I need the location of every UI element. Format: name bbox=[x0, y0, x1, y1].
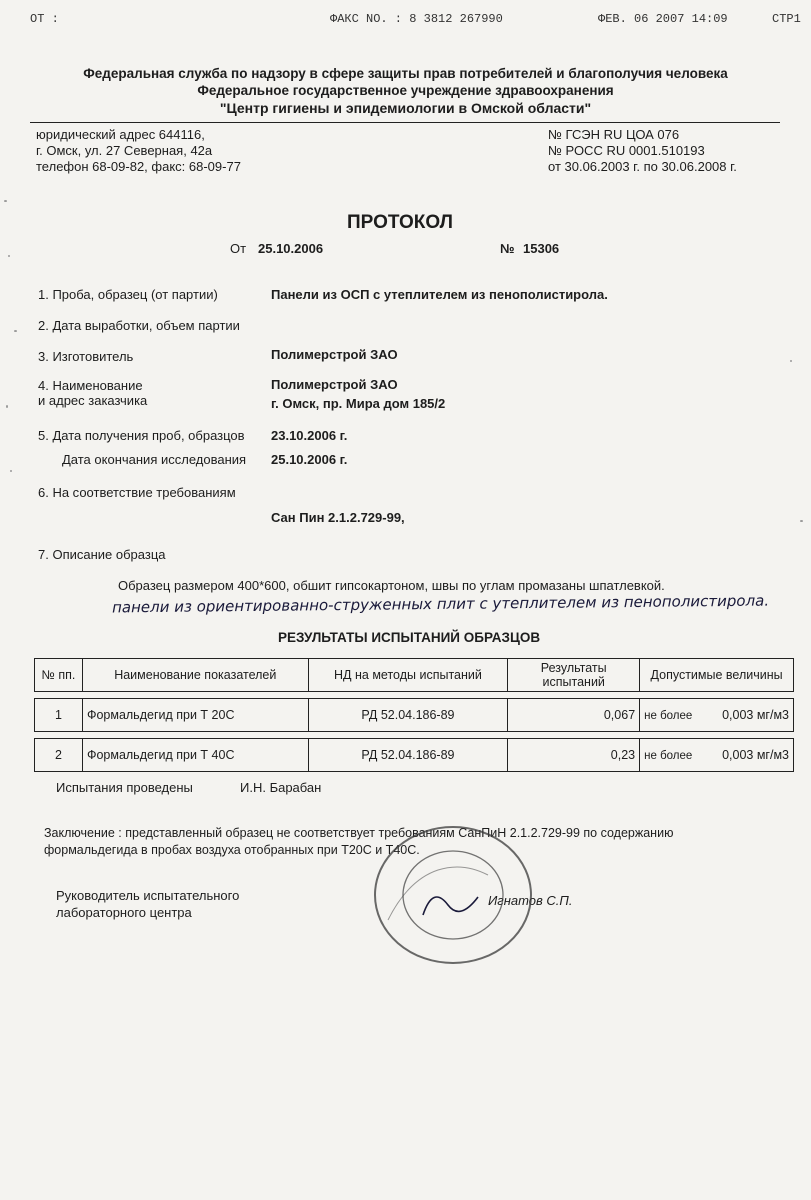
row-limit bbox=[640, 699, 794, 732]
protocol-date-label: От bbox=[230, 241, 247, 256]
header-method: НД на методы испытаний bbox=[308, 659, 508, 692]
fax-from: ОТ : bbox=[30, 12, 59, 26]
field-4-value-1: Полимерстрой ЗАО bbox=[271, 377, 398, 392]
table-header-row bbox=[35, 659, 794, 692]
row-number: 2 bbox=[35, 739, 83, 772]
field-5-label: 5. Дата получения проб, образцов bbox=[38, 428, 245, 443]
field-7-label: 7. Описание образца bbox=[38, 547, 166, 562]
signatory-name: Игнатов С.П. bbox=[488, 893, 573, 908]
field-1-label: 1. Проба, образец (от партии) bbox=[38, 287, 218, 302]
field-6-label: 6. На соответствие требованиям bbox=[38, 485, 236, 500]
results-table bbox=[34, 658, 794, 772]
row-method: РД 52.04.186-89 bbox=[308, 699, 508, 732]
field-4-label-2: и адрес заказчика bbox=[38, 393, 148, 408]
header-divider bbox=[30, 122, 780, 123]
row-result: 0,23 bbox=[508, 739, 640, 772]
fax-number: ФАКС NO. : 8 3812 267990 bbox=[330, 12, 503, 26]
address-line-1: юридический адрес 644116, bbox=[36, 127, 205, 142]
header-limit: Допустимые величины bbox=[640, 659, 794, 692]
field-1-value: Панели из ОСП с утеплителем из пенополистирола. bbox=[271, 287, 608, 302]
header-line-3: "Центр гигиены и эпидемиологии в Омской области" bbox=[219, 100, 592, 116]
limit-value: 0,003 мг/м3 bbox=[722, 748, 789, 762]
row-method: РД 52.04.186-89 bbox=[308, 739, 508, 772]
field-4-label-1: 4. Наименование bbox=[38, 378, 143, 393]
field-3-label: 3. Изготовитель bbox=[38, 349, 134, 364]
field-7-value: Образец размером 400*600, обшит гипсокартоном, швы по углам промазаны шпатлевкой. bbox=[118, 578, 665, 593]
signatory-role-2: лабораторного центра bbox=[56, 905, 192, 920]
row-indicator: Формальдегид при Т 20С bbox=[82, 699, 308, 732]
field-6-value: Сан Пин 2.1.2.729-99, bbox=[271, 510, 405, 525]
header-line-1: Федеральная служба по надзору в сфере защиты прав потребителей и благополучия человека bbox=[83, 66, 728, 81]
table-row bbox=[35, 739, 794, 772]
fax-page: СТР1 bbox=[772, 12, 801, 26]
address-line-3: телефон 68-09-82, факс: 68-09-77 bbox=[36, 159, 241, 174]
protocol-number: 15306 bbox=[523, 241, 560, 256]
limit-prefix: не более bbox=[644, 750, 693, 762]
protocol-title: ПРОТОКОЛ bbox=[347, 212, 454, 233]
limit-value: 0,003 мг/м3 bbox=[722, 708, 789, 722]
tests-by-name: И.Н. Барабан bbox=[240, 780, 322, 795]
row-limit bbox=[640, 739, 794, 772]
handwritten-note: панели из ориентированно-струженных плит с утеплителем из пенополистирола. bbox=[111, 591, 770, 617]
signatory-role-1: Руководитель испытательного bbox=[56, 888, 240, 903]
fax-datetime: ФЕВ. 06 2007 14:09 bbox=[598, 12, 728, 26]
results-title: РЕЗУЛЬТАТЫ ИСПЫТАНИЙ ОБРАЗЦОВ bbox=[278, 630, 541, 645]
tests-by-label: Испытания проведены bbox=[56, 780, 193, 795]
header-number: № пп. bbox=[35, 659, 83, 692]
row-indicator: Формальдегид при Т 40С bbox=[82, 739, 308, 772]
field-5-value: 23.10.2006 г. bbox=[271, 428, 348, 443]
row-number: 1 bbox=[35, 699, 83, 732]
conclusion-line-2: формальдегида в пробах воздуха отобранных при Т20С и Т40С. bbox=[44, 843, 420, 857]
header-line-2: Федеральное государственное учреждение здравоохранения bbox=[197, 83, 614, 98]
table-row bbox=[35, 699, 794, 732]
field-3-value: Полимерстрой ЗАО bbox=[271, 347, 398, 362]
field-5b-label: Дата окончания исследования bbox=[62, 452, 247, 467]
field-5b-value: 25.10.2006 г. bbox=[271, 452, 348, 467]
header-indicator: Наименование показателей bbox=[82, 659, 308, 692]
conclusion-line-1: Заключение : представленный образец не соответствует требованиям СанПиН 2.1.2.729-99 по содержанию bbox=[44, 826, 674, 840]
address-line-2: г. Омск, ул. 27 Северная, 42а bbox=[36, 143, 213, 158]
accreditation-line-2: № РОСС RU 0001.510193 bbox=[548, 143, 705, 158]
row-result: 0,067 bbox=[508, 699, 640, 732]
protocol-number-label: № bbox=[500, 241, 515, 256]
field-2-label: 2. Дата выработки, объем партии bbox=[38, 318, 240, 333]
limit-prefix: не более bbox=[644, 710, 693, 722]
accreditation-line-3: от 30.06.2003 г. по 30.06.2008 г. bbox=[548, 159, 737, 174]
header-result: Результаты испытаний bbox=[508, 659, 640, 692]
accreditation-line-1: № ГСЭН RU ЦОА 076 bbox=[548, 127, 680, 142]
field-4-value-2: г. Омск, пр. Мира дом 185/2 bbox=[271, 396, 446, 411]
protocol-date: 25.10.2006 bbox=[258, 241, 324, 256]
stamp-seal bbox=[368, 820, 538, 970]
